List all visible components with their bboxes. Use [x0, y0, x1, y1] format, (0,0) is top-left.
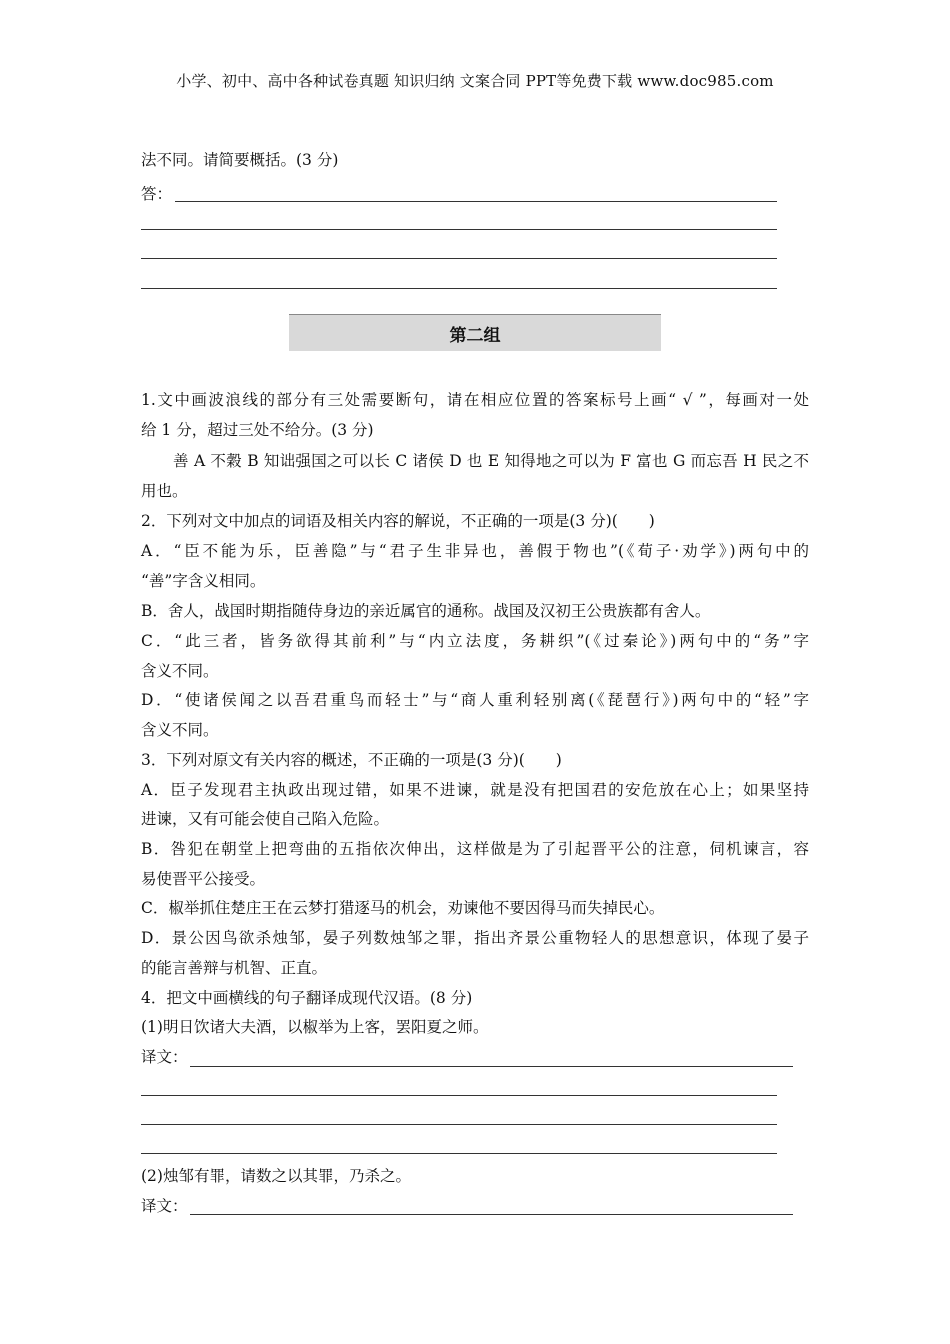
q3-option-a-line1: A．臣子发现君主执政出现过错，如果不进谏，就是没有把国君的安危放在心上；如果坚持: [141, 781, 809, 799]
prev-question-tail: 法不同。请简要概括。(3 分): [141, 151, 339, 169]
q1-stem-line2: 给 1 分，超过三处不给分。(3 分): [141, 421, 374, 439]
q3-option-a-line2: 进谏，又有可能会使自己陷入危险。: [141, 810, 390, 828]
q2-option-d-line2: 含义不同。: [141, 721, 219, 739]
q3-option-c: C．椒举抓住楚庄王在云梦打猎逐马的机会，劝谏他不要因得马而失掉民心。: [141, 899, 665, 917]
q3-stem: 3．下列对原文有关内容的概述，不正确的一项是(3 分)( ): [141, 751, 562, 769]
group-title: 第二组: [449, 325, 501, 346]
q3-option-b-line1: B．咎犯在朝堂上把弯曲的五指依次伸出，这样做是为了引起晋平公的注意，伺机谏言，容: [141, 840, 809, 858]
translation-line[interactable]: [190, 1214, 793, 1215]
q3-option-d-line2: 的能言善辩与机智、正直。: [141, 959, 328, 977]
answer-line[interactable]: [141, 258, 777, 259]
q4-sentence-2: (2)烛邹有罪，请数之以其罪，乃杀之。: [141, 1167, 411, 1185]
q3-option-b-line2: 易使晋平公接受。: [141, 870, 266, 888]
translation-label-2: 译文：: [141, 1197, 188, 1215]
translation-line[interactable]: [141, 1095, 777, 1096]
group-title-bar: [289, 314, 661, 351]
q4-stem: 4．把文中画横线的句子翻译成现代汉语。(8 分): [141, 989, 473, 1007]
q2-option-c-line2: 含义不同。: [141, 662, 219, 680]
q2-option-b: B．舍人，战国时期指随侍身边的亲近属官的通称。战国及汉初王公贵族都有舍人。: [141, 602, 711, 620]
q3-option-d-line1: D．景公因鸟欲杀烛邹，晏子列数烛邹之罪，指出齐景公重物轻人的思想意识，体现了晏子: [141, 929, 809, 947]
q2-stem: 2．下列对文中加点的词语及相关内容的解说，不正确的一项是(3 分)( ): [141, 512, 655, 530]
translation-line[interactable]: [141, 1124, 777, 1125]
translation-line[interactable]: [190, 1066, 793, 1067]
q1-passage-line2: 用也。: [141, 482, 188, 500]
translation-label-1: 译文：: [141, 1048, 188, 1066]
page-header: 小学、初中、高中各种试卷真题 知识归纳 文案合同 PPT等免费下载 www.doc985.com: [176, 72, 774, 90]
answer-label: 答：: [141, 185, 173, 203]
answer-line[interactable]: [175, 201, 777, 202]
q2-option-d-line1: D．“使诸侯闻之以吾君重鸟而轻士”与“商人重利轻别离(《琵琶行》)两句中的“轻”字: [141, 691, 809, 709]
q2-option-a-line1: A．“臣不能为乐，臣善隐”与“君子生非异也，善假于物也”(《荀子·劝学》)两句中的: [141, 542, 809, 560]
translation-line[interactable]: [141, 1153, 777, 1154]
q1-stem-line1: 1.文中画波浪线的部分有三处需要断句，请在相应位置的答案标号上画“ √ ”，每画对一处: [141, 391, 809, 409]
q4-sentence-1: (1)明日饮诸大夫酒，以椒举为上客，罢阳夏之师。: [141, 1018, 489, 1036]
q2-option-c-line1: C．“此三者，皆务欲得其前利”与“内立法度，务耕织”(《过秦论》)两句中的“务”字: [141, 632, 809, 650]
answer-line[interactable]: [141, 229, 777, 230]
q1-passage-line1: 善 A 不穀 B 知诎强国之可以长 C 诸侯 D 也 E 知得地之可以为 F 富也 G 而忘吾 H 民之不: [173, 452, 809, 470]
answer-line[interactable]: [141, 288, 777, 289]
q2-option-a-line2: “善”字含义相同。: [141, 572, 266, 590]
